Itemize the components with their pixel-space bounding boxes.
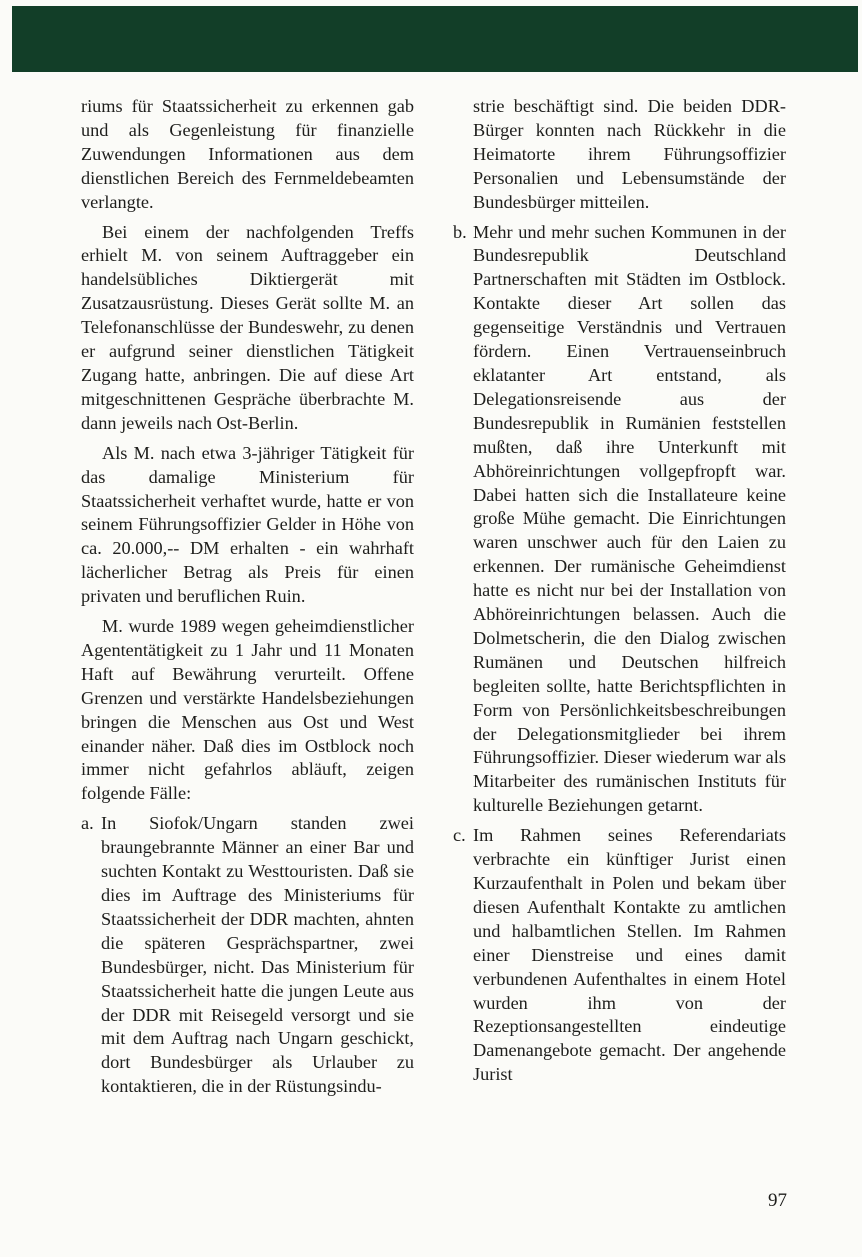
list-item-text: strie beschäftigt sind. Die beiden DDR-Bürger konnten nach Rückkehr in die Heimatorte ihrem Führungsoffizier Personalien und Lebensumstände der Bundesbürger mitteilen. [473, 96, 786, 212]
paragraph: M. wurde 1989 wegen geheimdienstlicher Agententätigkeit zu 1 Jahr und 11 Monaten Haft auf Bewährung verurteilt. Offene Grenzen und verstärkte Handelsbeziehungen bringen die Menschen aus Ost und West einander näher. Daß dies im Ostblock noch immer nicht gefahrlos abläuft, zeigen folgende Fälle: [81, 616, 414, 804]
left-column [81, 95, 414, 1099]
paragraph: riums für Staatssicherheit zu erkennen gab und als Gegenleistung für finanzielle Zuwendungen Informationen aus dem dienstlichen Bereich des Fernmeldebeamten verlangte. [81, 96, 414, 212]
header-band [12, 6, 858, 72]
list-item-b [453, 221, 786, 819]
list-item-text: In Siofok/Ungarn standen zwei braungebrannte Männer an einer Bar und suchten Kontakt zu Westtouristen. Daß sie dies im Auftrage des Ministeriums für Staatssicherheit der DDR machten, ahnten die späteren Gesprächspartner, zwei Bundesbürger, nicht. Das Ministerium für Staatssicherheit hatte die jungen Leute aus der DDR mit Reisegeld versorgt und sie mit dem Auftrag nach Ungarn geschickt, dort Bundesbürger als Urlauber zu kontaktieren, die in der Rüstungsindu- [101, 813, 414, 1097]
list-item-label: b. [453, 221, 467, 242]
right-column [453, 95, 786, 1087]
page-number: 97 [768, 1190, 787, 1211]
list-item-label: c. [453, 825, 466, 846]
list-item-a [81, 812, 414, 1099]
list-item-c [453, 824, 786, 1087]
list-item-label: a. [81, 813, 94, 834]
list-item-text: Im Rahmen seines Referendariats verbrachte ein künftiger Jurist einen Kurzaufenthalt in Polen und bekam über diesen Aufenthalt Kontakte zu amtlichen und halbamtlichen Stellen. Im Rahmen einer Dienstreise und eines damit verbundenen Aufenthaltes in einem Hotel wurden ihm von der Rezeptionsangestellten eindeutige Damenangebote gemacht. Der angehende Jurist [473, 825, 786, 1085]
paragraph: Bei einem der nachfolgenden Treffs erhielt M. von seinem Auftraggeber ein handelsübliches Diktiergerät mit Zusatzausrüstung. Dieses Gerät sollte M. an Telefonanschlüsse der Bundeswehr, zu denen er aufgrund seiner dienstlichen Tätigkeit Zugang hatte, anbringen. Die auf diese Art mitgeschnittenen Gespräche überbrachte M. dann jeweils nach Ost-Berlin. [81, 221, 414, 433]
list-item-a-continuation [453, 95, 786, 215]
list-item-text: Mehr und mehr suchen Kommunen in der Bundesrepublik Deutschland Partnerschaften mit Städten im Ostblock. Kontakte dieser Art sollen das gegenseitige Verständnis und Vertrauen fördern. Einen Vertrauenseinbruch eklatanter Art entstand, als Delegationsreisende aus der Bundesrepublik in Rumänien feststellen mußten, daß ihre Unterkunft mit Abhöreinrichtungen vollgepfropft war. Dabei hatten sich die Installateure keine große Mühe gemacht. Die Einrichtungen waren unschwer auch für den Laien zu erkennen. Der rumänische Geheimdienst hatte es nicht nur bei der Installation von Abhöreinrichtungen belassen. Auch die Dolmetscherin, die den Dialog zwischen Rumänen und Deutschen hilfreich begleiten sollte, hatte Berichtspflichten in Form von Persönlichkeitsbeschreibungen der Delegationsmitglieder bei ihrem Führungsoffizier. Dieser wiederum war als Mitarbeiter des rumänischen Instituts für kulturelle Beziehungen getarnt. [473, 221, 786, 816]
paragraph: Als M. nach etwa 3-jähriger Tätigkeit für das damalige Ministerium für Staatssicherheit verhaftet wurde, hatte er von seinem Führungsoffizier Gelder in Höhe von ca. 20.000,-- DM erhalten - ein wahrhaft lächerlicher Betrag als Preis für einen privaten und beruflichen Ruin. [81, 442, 414, 607]
